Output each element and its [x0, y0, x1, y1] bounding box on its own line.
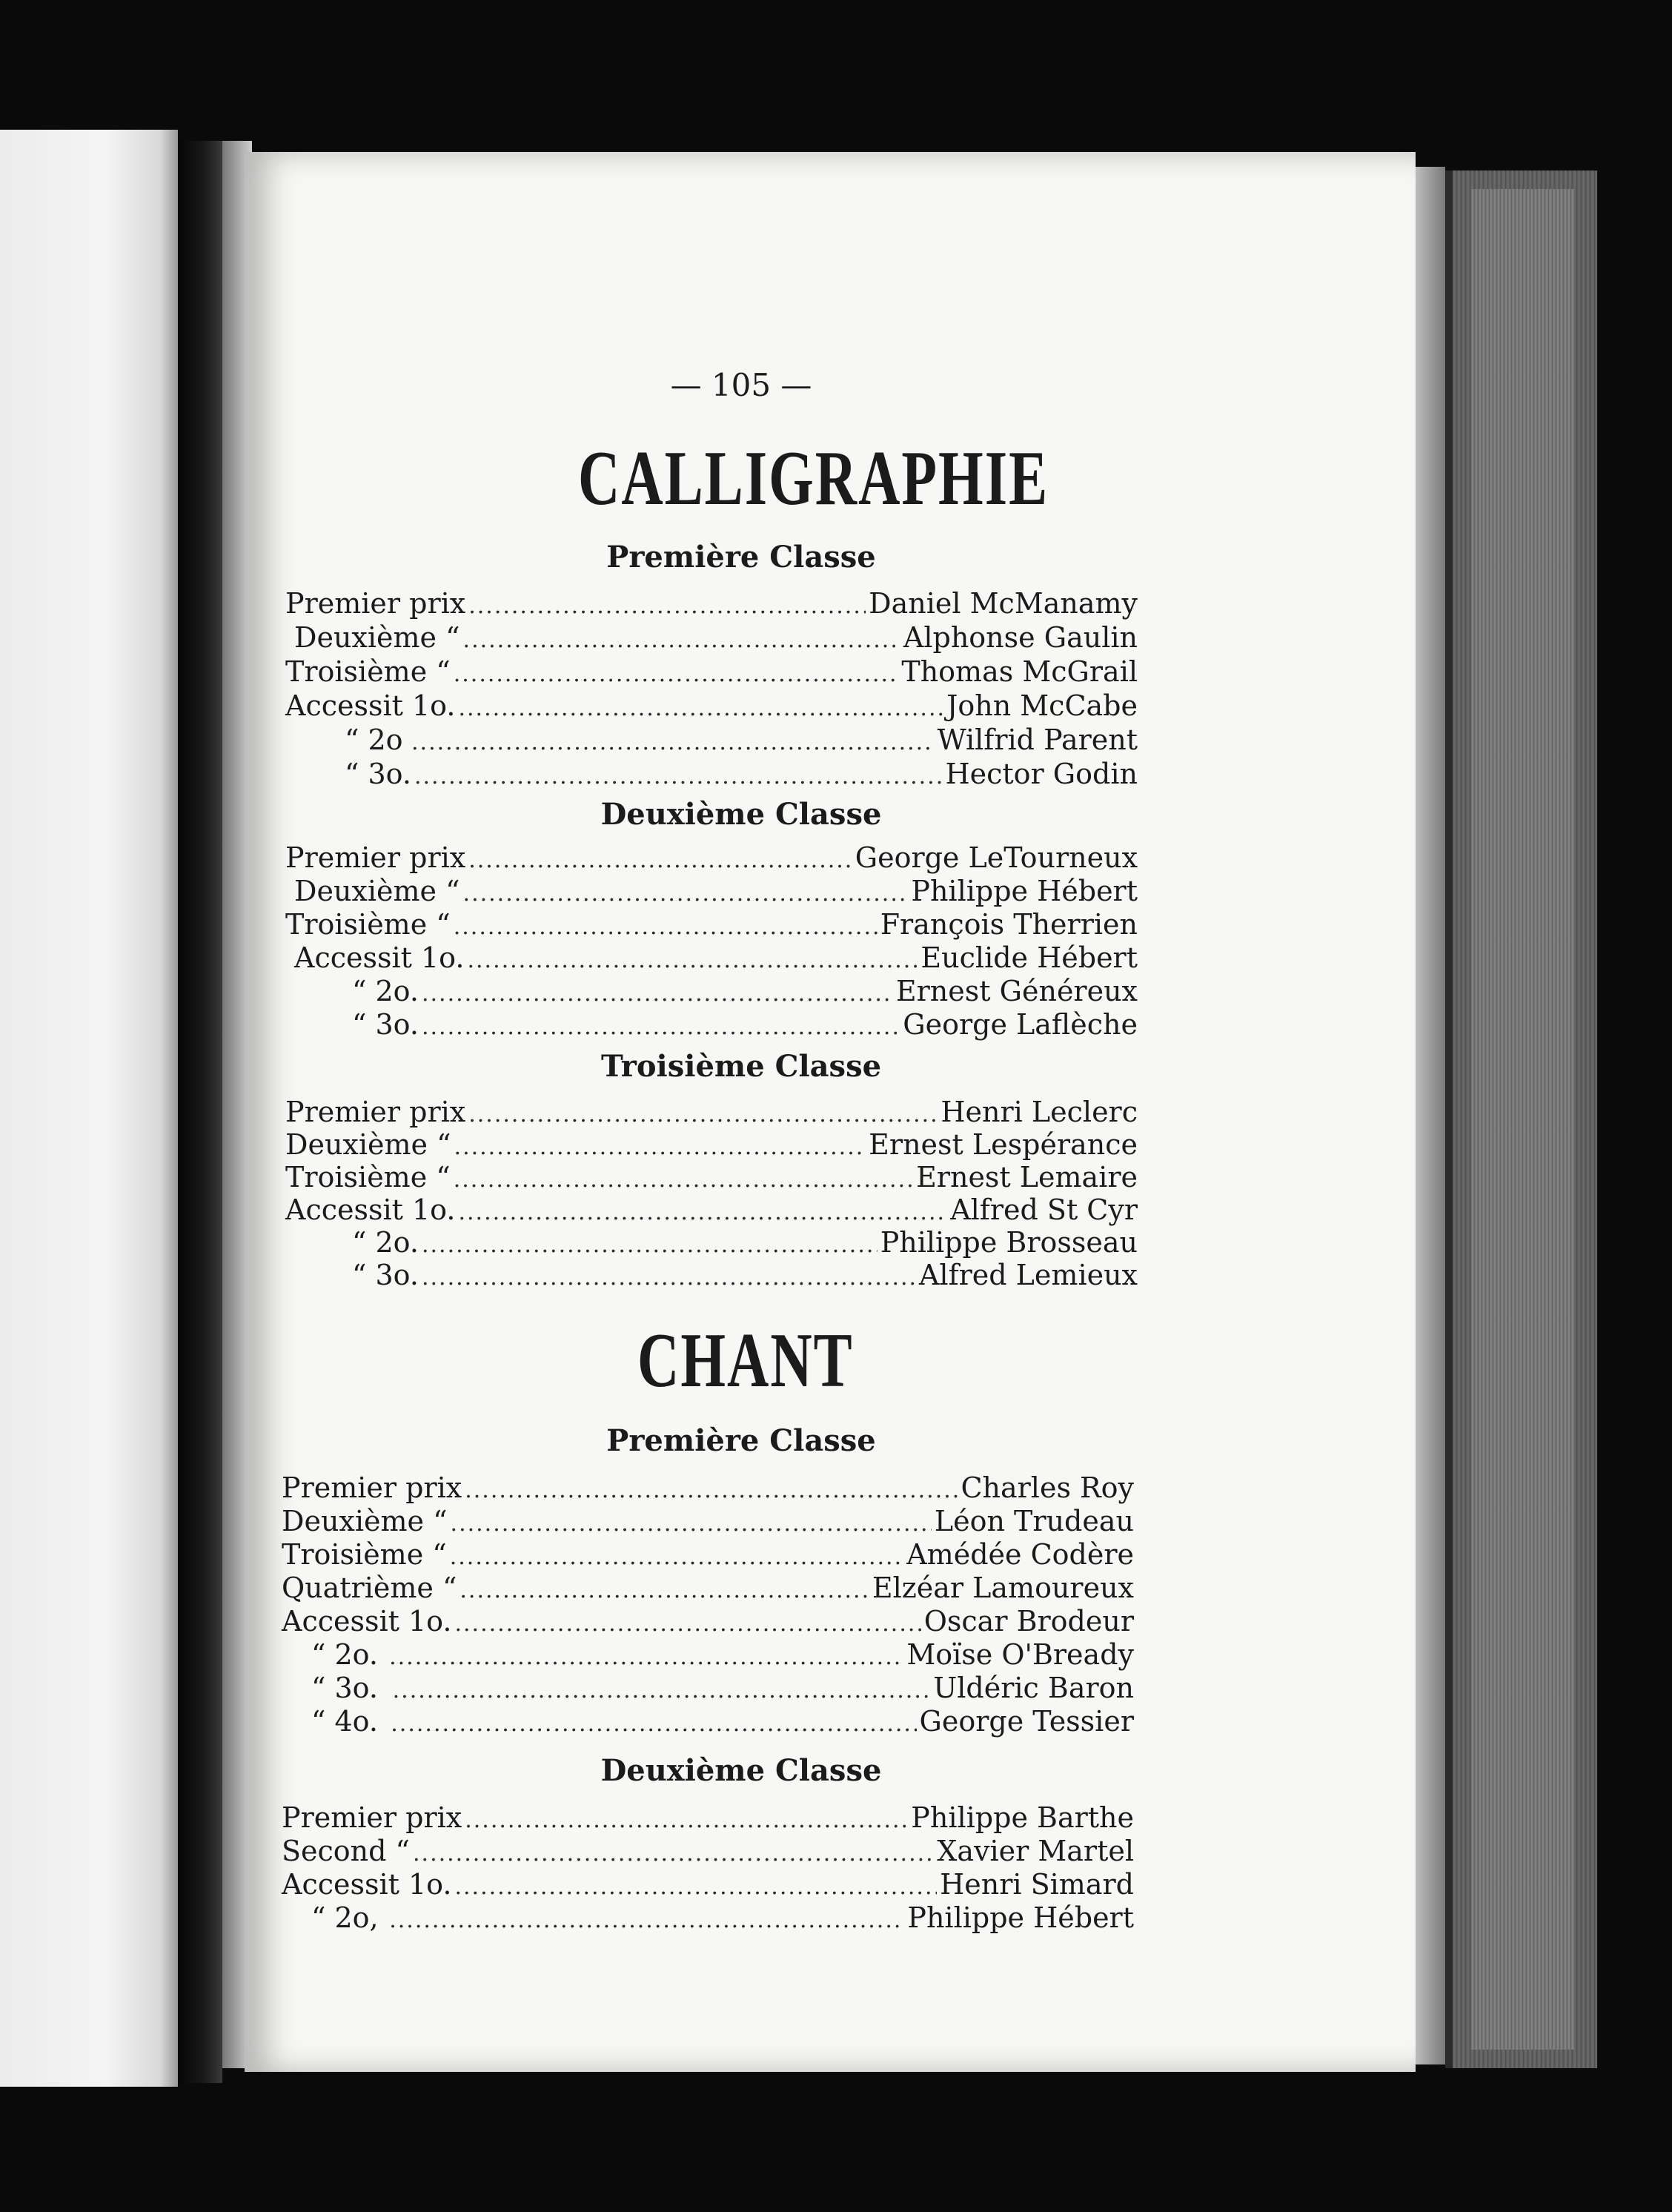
list-item: Quatrième “ ..... Elzéar Lamoureux	[282, 1572, 1134, 1606]
class-title: Troisième Classe	[600, 1049, 882, 1084]
leader-dots	[413, 1841, 934, 1867]
list-item: Troisième “ ..... Amédée Codère	[282, 1538, 1134, 1572]
list-item: Accessit 1o. ..... John McCabe	[285, 689, 1138, 723]
leader-dots	[389, 1907, 904, 1933]
leader-dots	[454, 1134, 866, 1160]
list-item: “ 2o ..... Wilfrid Parent	[285, 723, 1138, 758]
leader-dots	[465, 1807, 908, 1833]
page-number: — 105 —	[670, 367, 812, 403]
list-item: Troisième “ ..... Ernest Lemaire	[285, 1161, 1138, 1195]
list-item: Troisième “ ..... François Therrien	[285, 908, 1138, 942]
class-title: Première Classe	[606, 540, 876, 574]
leader-dots	[454, 661, 899, 687]
list-item: Deuxième “ ..... Léon Trudeau	[282, 1505, 1134, 1539]
leader-dots	[467, 947, 918, 973]
list-item: Premier prix ..... Charles Roy	[282, 1471, 1134, 1506]
class-title: Première Classe	[606, 1423, 876, 1458]
leader-dots	[468, 593, 866, 619]
list-item: “ 3o. ..... Hector Godin	[285, 758, 1138, 792]
list-item: Premier prix ..... Philippe Barthe	[282, 1801, 1134, 1835]
leader-dots	[391, 1711, 916, 1737]
list-item: Deuxième “ ..... Ernest Lespérance	[285, 1128, 1138, 1162]
leader-dots	[411, 729, 935, 755]
leader-dots	[454, 1874, 937, 1900]
list-item: Premier prix ..... George LeTourneux	[285, 841, 1138, 875]
list-item: Accessit 1o. ..... Oscar Brodeur	[282, 1605, 1134, 1639]
section-title-calligraphie: CALLIGRAPHIE	[578, 434, 1049, 522]
leader-dots	[463, 881, 909, 907]
list-item: Second “ ..... Xavier Martel	[282, 1835, 1134, 1869]
leader-dots	[414, 764, 943, 789]
leader-dots	[458, 1199, 947, 1225]
list-item: Premier prix ..... Henri Leclerc	[285, 1096, 1138, 1130]
list-item: Accessit 1o. ..... Euclide Hébert	[285, 941, 1138, 976]
list-item: “ 4o. ..... George Tessier	[282, 1705, 1134, 1739]
leader-dots	[458, 695, 943, 721]
leader-dots	[454, 1167, 913, 1193]
list-item: Deuxième “ ..... Alphonse Gaulin	[285, 621, 1138, 655]
leader-dots	[468, 1102, 938, 1127]
list-item: Accessit 1o. ..... Henri Simard	[282, 1868, 1134, 1902]
list-item: Accessit 1o. ..... Alfred St Cyr	[285, 1193, 1138, 1228]
list-item: “ 3o. ..... George Laflèche	[285, 1008, 1138, 1042]
list-item: “ 3o. ..... Uldéric Baron	[282, 1672, 1134, 1706]
section-title-chant: CHANT	[637, 1316, 854, 1404]
list-item: “ 3o. ..... Alfred Lemieux	[285, 1259, 1138, 1293]
leader-dots	[450, 1544, 904, 1570]
leader-dots	[460, 1577, 869, 1603]
leader-dots	[422, 981, 893, 1007]
list-item: “ 2o, ..... Philippe Hébert	[282, 1901, 1134, 1936]
list-item: “ 2o. ..... Moïse O'Bready	[282, 1638, 1134, 1672]
leader-dots	[422, 1232, 878, 1258]
list-item: Troisième “ ..... Thomas McGrail	[285, 655, 1138, 689]
list-item: Deuxième “ ..... Philippe Hébert	[285, 875, 1138, 909]
leader-dots	[465, 1477, 958, 1503]
leader-dots	[451, 1511, 932, 1537]
leader-dots	[468, 847, 852, 873]
leader-dots	[389, 1644, 903, 1670]
leader-dots	[393, 1678, 931, 1703]
leader-dots	[422, 1014, 900, 1040]
list-item: “ 2o. ..... Ernest Généreux	[285, 975, 1138, 1009]
class-title: Deuxième Classe	[600, 797, 882, 832]
class-title: Deuxième Classe	[600, 1753, 882, 1788]
leader-dots	[422, 1265, 916, 1291]
leader-dots	[463, 627, 900, 653]
leader-dots	[454, 1611, 920, 1637]
leader-dots	[454, 914, 878, 940]
list-item: Premier prix ..... Daniel McManamy	[285, 587, 1138, 621]
list-item: “ 2o. ..... Philippe Brosseau	[285, 1226, 1138, 1260]
